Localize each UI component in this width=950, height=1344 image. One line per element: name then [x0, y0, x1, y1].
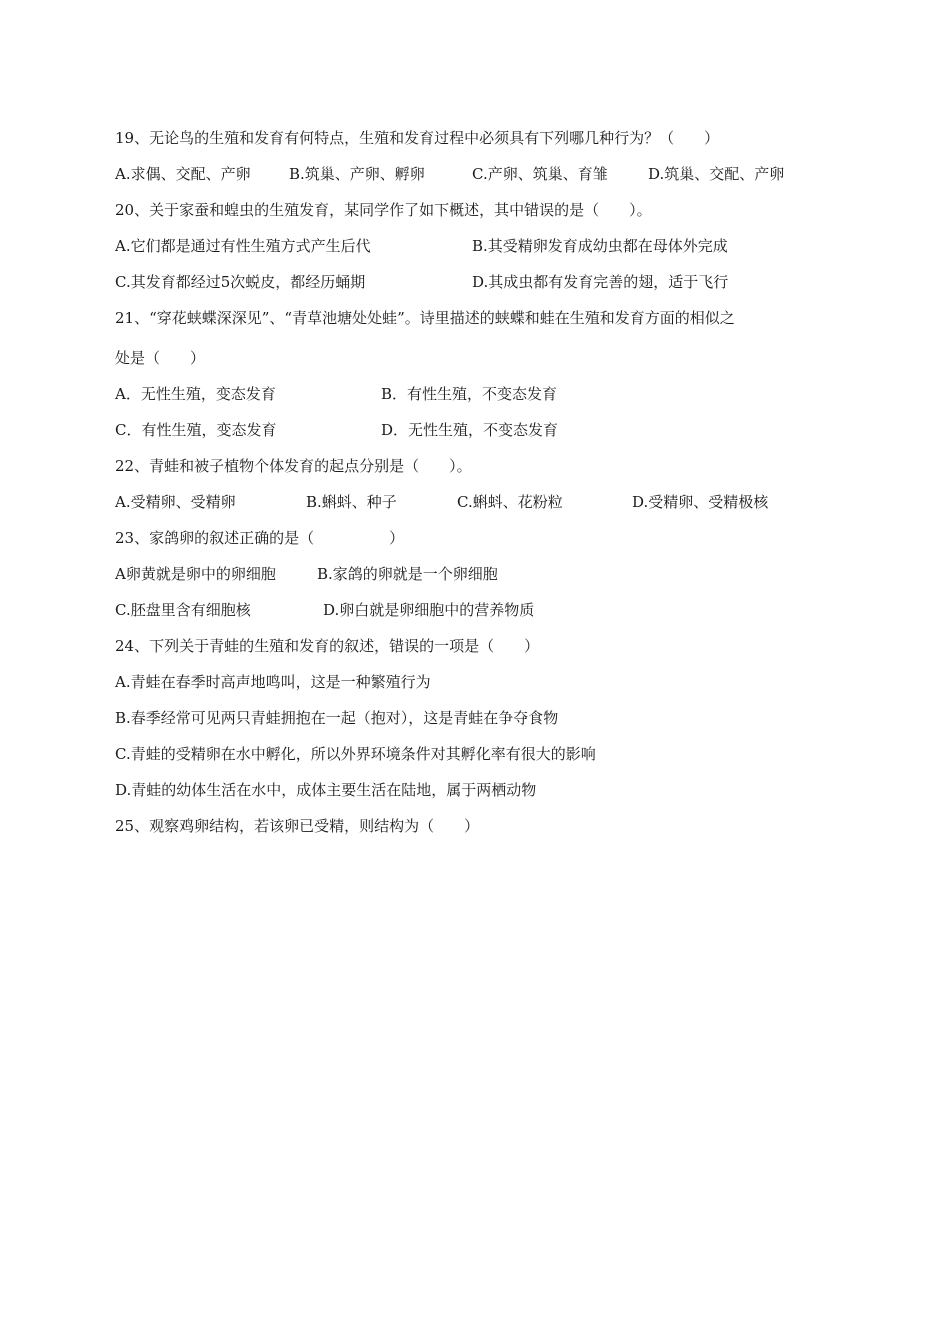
question-21-option-a: A．无性生殖，变态发育	[115, 385, 276, 403]
question-19-stem: 19、无论鸟的生殖和发育有何特点，生殖和发育过程中必须具有下列哪几种行为？（ ）	[115, 129, 720, 147]
question-20-option-c: C.其发育都经过5次蜕皮，都经历蛹期	[115, 273, 366, 291]
question-25-stem: 25、观察鸡卵结构，若该卵已受精，则结构为（ ）	[115, 817, 480, 835]
question-23-stem: 23、家鸽卵的叙述正确的是（ ）	[115, 529, 405, 547]
question-24-option-d: D.青蛙的幼体生活在水中，成体主要生活在陆地，属于两栖动物	[115, 781, 537, 799]
question-22-option-c: C.蝌蚪、花粉粒	[457, 493, 563, 511]
question-21-stem: 21、“穿花蛱蝶深深见”、“青草池塘处处蛙”。诗里描述的蛱蝶和蛙在生殖和发育方面的相似之	[115, 309, 735, 327]
question-22-option-d: D.受精卵、受精极核	[632, 493, 769, 511]
question-24-option-a: A.青蛙在春季时高声地鸣叫，这是一种繁殖行为	[115, 673, 431, 691]
question-23-option-c: C.胚盘里含有细胞核	[115, 601, 251, 619]
question-20-option-b: B.其受精卵发育成幼虫都在母体外完成	[472, 237, 728, 255]
question-21-option-c: C．有性生殖，变态发育	[115, 421, 277, 439]
question-22-stem: 22、青蛙和被子植物个体发育的起点分别是（ ）。	[115, 457, 472, 475]
question-22-option-b: B.蝌蚪、种子	[306, 493, 397, 511]
question-24-option-b: B.春季经常可见两只青蛙拥抱在一起（抱对），这是青蛙在争夺食物	[115, 709, 559, 727]
question-23-option-b: B.家鸽的卵就是一个卵细胞	[317, 565, 498, 583]
question-22-option-a: A.受精卵、受精卵	[115, 493, 236, 511]
question-24-stem: 24、下列关于青蛙的生殖和发育的叙述，错误的一项是（ ）	[115, 637, 540, 655]
question-20-option-a: A.它们都是通过有性生殖方式产生后代	[115, 237, 371, 255]
question-23-option-d: D.卵白就是卵细胞中的营养物质	[323, 601, 535, 619]
question-21-stem-continued: 处是（ ）	[115, 349, 206, 367]
question-24-option-c: C.青蛙的受精卵在水中孵化，所以外界环境条件对其孵化率有很大的影响	[115, 745, 596, 763]
question-19-option-b: B.筑巢、产卵、孵卵	[289, 165, 425, 183]
question-20-stem: 20、关于家蚕和蝗虫的生殖发育，某同学作了如下概述，其中错误的是（ ）。	[115, 201, 652, 219]
question-21-option-d: D．无性生殖，不变态发育	[381, 421, 559, 439]
question-23-option-a: A卵黄就是卵中的卵细胞	[115, 565, 276, 583]
question-20-option-d: D.其成虫都有发育完善的翅，适于飞行	[472, 273, 729, 291]
question-19-option-c: C.产卵、筑巢、育雏	[472, 165, 608, 183]
question-21-option-b: B．有性生殖，不变态发育	[381, 385, 558, 403]
question-19-option-d: D.筑巢、交配、产卵	[648, 165, 785, 183]
question-19-option-a: A.求偶、交配、产卵	[115, 165, 251, 183]
